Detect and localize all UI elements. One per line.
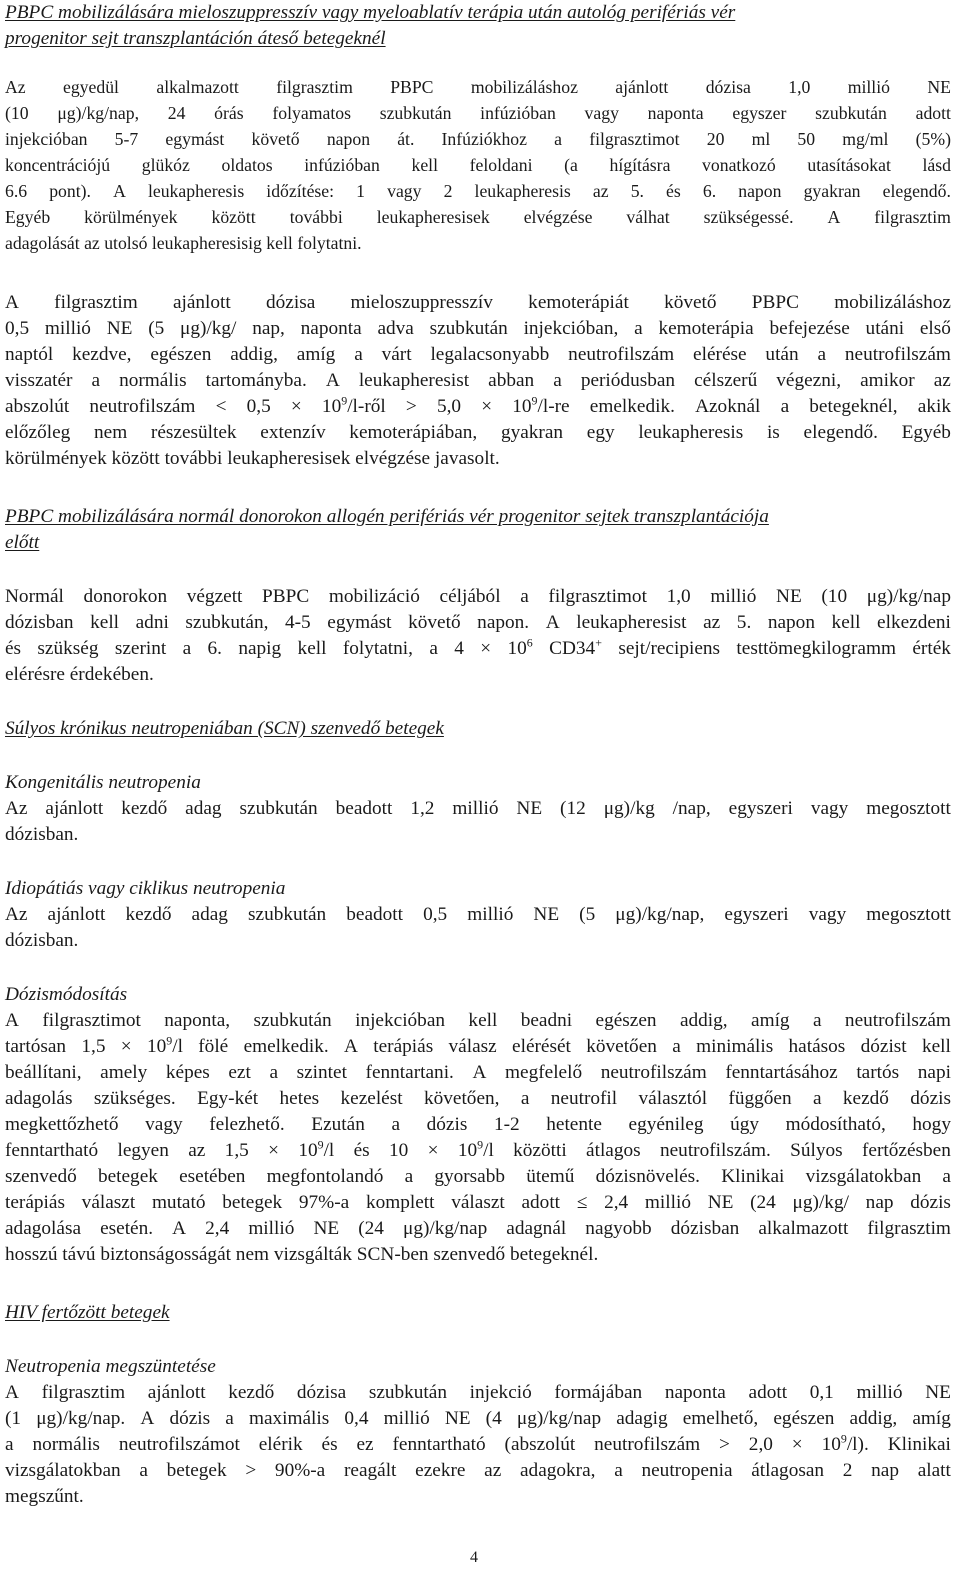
text-line: (10 μg)/kg/nap, 24 órás folyamatos szubkután infúzióban vagy naponta egyszer szubkután adott [5, 103, 951, 123]
text-line: a normális neutrofilszámot elérik és ez fenntartható (abszolút neutrofilszám > 2,0 × $10^9/l$). Klinikai [5, 1431, 951, 1455]
text-line: körülmények között további leukapheresisek elvégzése javasolt. [5, 448, 500, 469]
text-line: vizsgálatokban a betegek > 90%-a reagált ezekre az adagokra, a neutropenia átlagosan 2 nap alatt [5, 1460, 951, 1481]
text-line: (1 μg)/kg/nap. A dózis a maximális 0,4 millió NE (4 μg)/kg/nap adagig emelhető, egészen addig, amíg [5, 1408, 951, 1429]
text-line: PBPC mobilizálására normál donorokon allogén perifériás vér progenitor sejtek transzplantációja [5, 506, 769, 527]
text-line: injekcióban 5-7 egymást követő napon át. Infúziókhoz a filgrasztimot 20 ml 50 mg/ml (5%) [5, 129, 951, 149]
text-line: dózisban. [5, 824, 79, 845]
text-line: hosszú távú biztonságosságát nem vizsgálták SCN-ben szenvedő betegeknél. [5, 1244, 599, 1265]
text-line: A filgrasztim ajánlott dózisa mieloszuppresszív kemoterápiát követő PBPC mobilizáláshoz [5, 292, 951, 313]
text-line: dózisban. [5, 930, 79, 951]
text-line: tartósan 1,5 × $10^9/l$ fölé emelkedik. A terápiás válasz elérését követően a minimális hatásos dózist kell [5, 1033, 951, 1057]
text-line: megkettőzhető vagy felezhető. Ezután a dózis 1-2 hetente egyénileg úgy módosítható, hogy [5, 1114, 951, 1135]
text-line: Normál donorokon végzett PBPC mobilizáció céljából a filgrasztimot 1,0 millió NE (10 μg)/kg/nap [5, 586, 951, 607]
page-number: 4 [470, 1549, 478, 1566]
text-line: elérésre érdekében. [5, 664, 154, 685]
text-line: Neutropenia megszüntetése [5, 1356, 216, 1377]
text-line: Súlyos krónikus neutropeniában (SCN) szenvedő betegek [5, 718, 444, 739]
text-line: megszűnt. [5, 1486, 84, 1507]
text-line: fenntartható legyen az 1,5 × $10^9/l$ és 10 × $10^9/l$ közötti átlagos neutrofilszám. Súlyos fertőzésben [5, 1137, 951, 1161]
text-line: előzőleg nem részesültek extenzív kemoterápiában, gyakran egy leukapheresis is elegendő. Egyéb [5, 422, 951, 443]
text-line: Az ajánlott kezdő adag szubkután beadott 1,2 millió NE (12 μg)/kg /nap, egyszeri vagy megosztott [5, 798, 951, 819]
text-line: naptól kezdve, egészen addig, amíg a várt legalacsonyabb neutrofilszám elérése után a neutrofilszám [5, 344, 951, 365]
text-line: előtt [5, 532, 40, 553]
text-line: koncentrációjú glükóz oldatos infúzióban kell feloldani (a hígításra vonatkozó utasításokat lásd [5, 155, 951, 175]
text-line: abszolút neutrofilszám < 0,5 × $10^9/l$-ről > 5,0 × $10^9/l-re$ emelkedik. Azoknál a betegeknél, akik [5, 393, 951, 417]
text-line: Idiopátiás vagy ciklikus neutropenia [5, 878, 286, 899]
text-line: 6.6 pont). A leukapheresis időzítése: 1 vagy 2 leukapheresis az 5. és 6. napon gyakran elegendő. [5, 181, 951, 201]
text-line: Kongenitális neutropenia [5, 772, 201, 793]
text-line: HIV fertőzött betegek [5, 1302, 170, 1323]
text-line: adagolás szükséges. Egy-két hetes kezelést követően, a neutrofil választól függően a kezdő dózis [5, 1088, 951, 1109]
text-line: Dózismódosítás [5, 984, 128, 1005]
text-line: A filgrasztimot naponta, szubkután injekcióban kell beadni egészen addig, amíg a neutrofilszám [5, 1010, 951, 1031]
text-line: terápiás választ mutató betegek 97%-a komplett választ adott ≤ 2,4 millió NE (24 μg)/kg/ nap dózis [5, 1192, 951, 1213]
text-line: szenvedő betegek esetében megfontolandó a gyorsabb ütemű dózisnövelés. Klinikai vizsgálatokban a [5, 1166, 951, 1187]
text-line: 0,5 millió NE (5 μg)/kg/ nap, naponta adva szubkután injekcióban, a kemoterápia befejezése utáni első [5, 318, 951, 339]
text-line: Az egyedül alkalmazott filgrasztim PBPC mobilizáláshoz ajánlott dózisa 1,0 millió NE [5, 77, 951, 97]
text-line: PBPC mobilizálására mieloszuppresszív vagy myeloablatív terápia után autológ perifériás vér [5, 2, 736, 23]
text-line: dózisban kell adni szubkután, 4-5 egymást követő napon. A leukapheresist az 5. napon kell elkezdeni [5, 612, 951, 633]
text-line: és szükség szerint a 6. napig kell folytatni, a 4 × $10^6$ CD34+ sejt/recipiens testtömegkilogramm érték [5, 635, 951, 659]
text-line: progenitor sejt transzplantáción áteső betegeknél [5, 28, 386, 49]
text-line: adagolása esetén. A 2,4 millió NE (24 μg)/kg/nap adagnál nagyobb dózisban alkalmazott filgrasztim [5, 1218, 951, 1239]
text-line: A filgrasztim ajánlott kezdő dózisa szubkután injekció formájában naponta adott 0,1 millió NE [5, 1382, 951, 1403]
text-line: Az ajánlott kezdő adag szubkután beadott 0,5 millió NE (5 μg)/kg/nap, egyszeri vagy megosztott [5, 904, 951, 925]
text-line: beállítani, amely képes ezt a szintet fenntartani. A megfelelő neutrofilszám fenntartásához tartós napi [5, 1062, 951, 1083]
text-line: Egyéb körülmények között további leukapheresisek elvégzése válhat szükségessé. A filgrasztim [5, 207, 951, 227]
text-line: adagolását az utolsó leukapheresisig kell folytatni. [5, 233, 362, 253]
text-line: visszatér a normális tartományba. A leukapheresist abban a periódusban célszerű végezni, amikor az [5, 370, 951, 391]
